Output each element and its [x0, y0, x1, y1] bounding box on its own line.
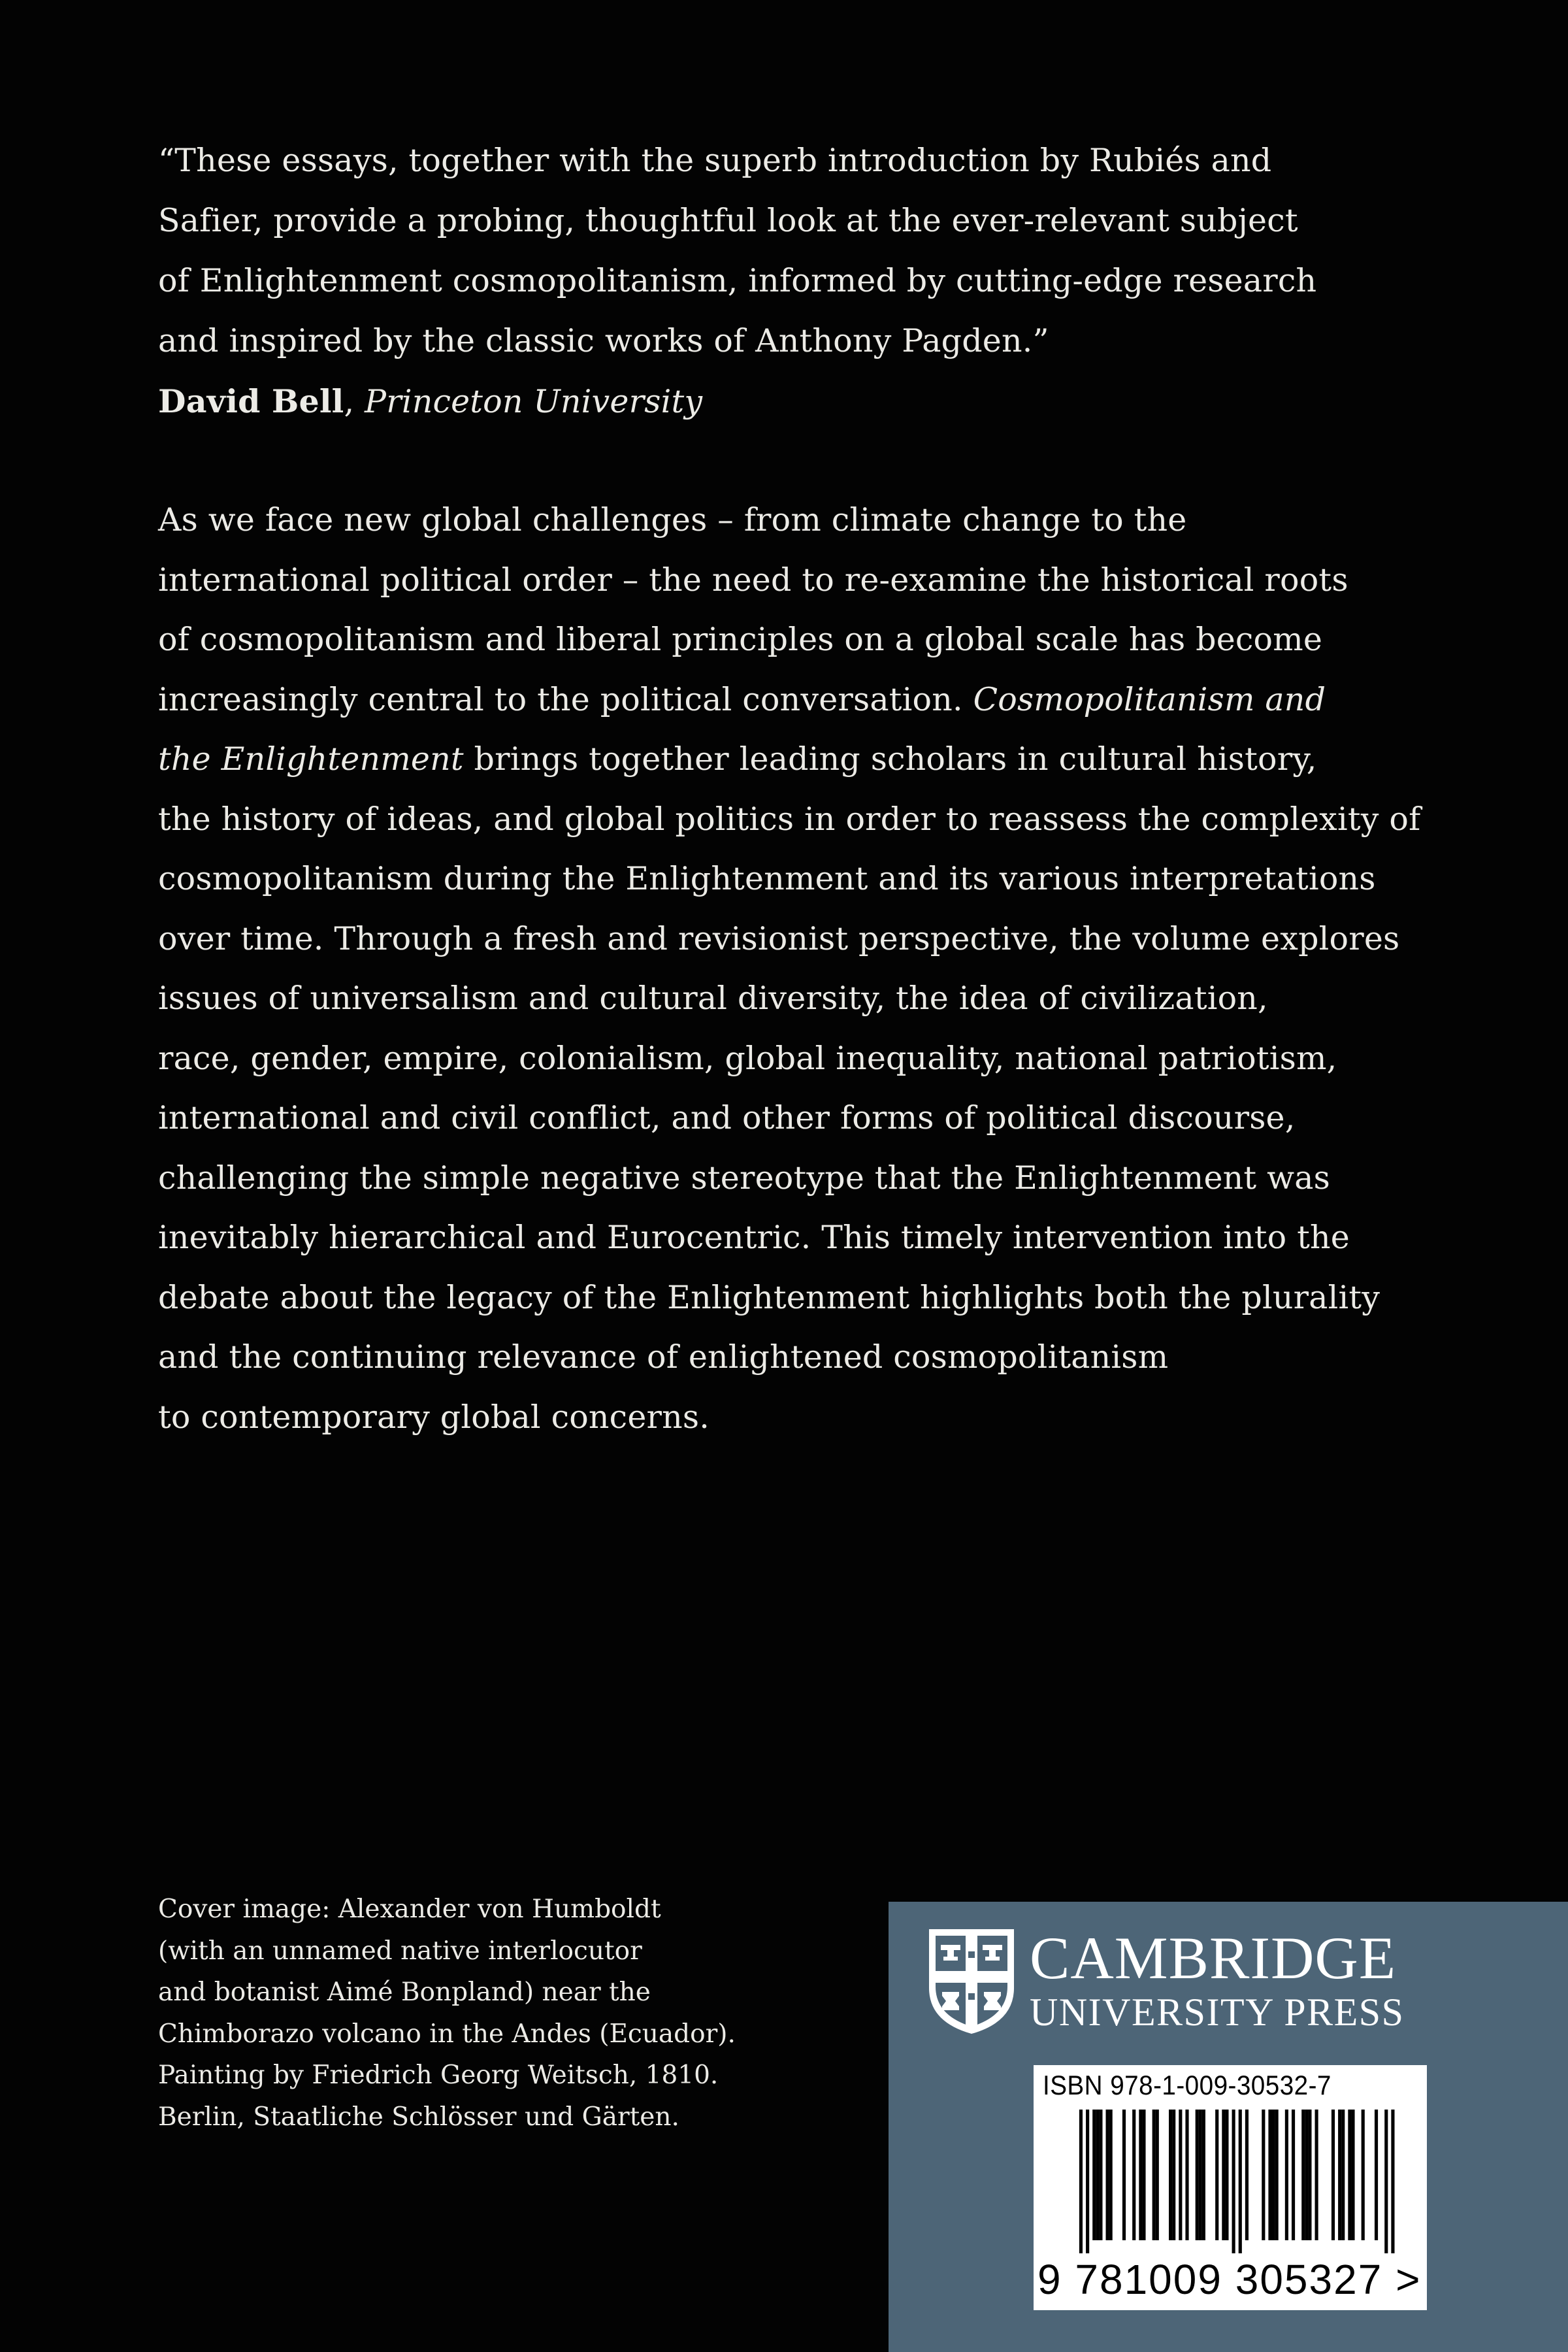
barcode-bar: [1331, 2110, 1335, 2240]
credit-line: Cover image: Alexander von Humboldt: [158, 1895, 661, 1924]
quote-line: Safier, provide a probing, thoughtful look at the ever-relevant subject: [158, 202, 1298, 239]
publisher-panel: [889, 1902, 1568, 2352]
barcode-bar: [1199, 2110, 1202, 2240]
credit-line: Chimborazo volcano in the Andes (Ecuador).: [158, 2019, 736, 2049]
barcode-bar: [1338, 2110, 1341, 2240]
quote-line: “These essays, together with the superb introduction by Rubiés and: [158, 142, 1272, 179]
credit-line: Berlin, Staatliche Schlösser und Gärten.: [158, 2102, 679, 2132]
barcode-bar: [1169, 2110, 1172, 2240]
barcode-bar: [1375, 2110, 1378, 2240]
attribution-separator: ,: [344, 383, 365, 420]
barcode-bar: [1132, 2110, 1135, 2240]
barcode-bar: [1348, 2110, 1351, 2240]
barcode-bar: [1301, 2110, 1305, 2240]
barcode-bar: [1202, 2110, 1205, 2240]
description-line: international and civil conflict, and other forms of political discourse,: [158, 1099, 1296, 1136]
barcode-bar: [1086, 2110, 1089, 2253]
credit-line: Painting by Friedrich Georg Weitsch, 1810.: [158, 2061, 719, 2090]
description-line: issues of universalism and cultural diversity, the idea of civilization,: [158, 980, 1268, 1017]
barcode-bar: [1341, 2110, 1345, 2240]
description-line: As we face new global challenges – from climate change to the: [158, 501, 1187, 538]
barcode-bar: [1196, 2110, 1199, 2240]
credit-line: (with an unnamed native interlocutor: [158, 1936, 642, 1966]
barcode-bar: [1222, 2110, 1225, 2240]
description-line: inevitably hierarchical and Eurocentric. This timely intervention into the: [158, 1219, 1350, 1256]
barcode-bar: [1391, 2110, 1394, 2253]
barcode-bar: [1122, 2110, 1126, 2240]
barcode-bars: [1043, 2110, 1418, 2253]
description-line: [158, 729, 1413, 789]
publisher-name: [1030, 1927, 1405, 2035]
barcode-bar: [1106, 2110, 1109, 2240]
description-line: cosmopolitanism during the Enlightenment and its various interpretations: [158, 860, 1376, 897]
quote-attribution: [158, 371, 1413, 432]
book-description: [158, 490, 1421, 1447]
barcode-bar: [1351, 2110, 1354, 2240]
credit-line: and botanist Aimé Bonpland) near the: [158, 1978, 651, 2007]
description-line: over time. Through a fresh and revisionist perspective, the volume explores: [158, 919, 1400, 957]
description-line: international political order – the need to re-examine the historical roots: [158, 561, 1348, 599]
description-line: challenging the simple negative stereotype that the Enlightenment was: [158, 1159, 1330, 1197]
barcode-bar: [1142, 2110, 1145, 2240]
description-text: brings together leading scholars in cultural history,: [463, 740, 1317, 778]
barcode-bar: [1239, 2110, 1242, 2253]
quote-line: and inspired by the classic works of Anthony Pagden.”: [158, 322, 1049, 359]
barcode-bar: [1215, 2110, 1218, 2240]
barcode-bar: [1262, 2110, 1265, 2240]
barcode-bar: [1096, 2110, 1099, 2240]
barcode-bar: [1384, 2110, 1388, 2253]
book-title-italic: Cosmopolitanism and: [973, 680, 1326, 718]
barcode-bar: [1099, 2110, 1102, 2240]
barcode-bar: [1308, 2110, 1311, 2240]
isbn-barcode: [1034, 2065, 1427, 2310]
cover-image-credit: [158, 1889, 844, 2138]
barcode-bar: [1225, 2110, 1228, 2240]
barcode-bar: [1315, 2110, 1318, 2240]
attribution-institution: Princeton University: [365, 383, 703, 420]
barcode-bar: [1275, 2110, 1279, 2240]
barcode-bar: [1109, 2110, 1113, 2240]
barcode-bar: [1139, 2110, 1142, 2240]
isbn-label: ISBN 978-1-009-30532-7: [1043, 2070, 1331, 2100]
barcode-bar: [1079, 2110, 1083, 2253]
barcode-bar: [1245, 2110, 1249, 2240]
barcode-bar: [1152, 2110, 1156, 2240]
publisher-name-line2: UNIVERSITY PRESS: [1030, 1991, 1405, 2034]
description-line: to contemporary global concerns.: [158, 1398, 710, 1436]
barcode-bar: [1268, 2110, 1271, 2240]
barcode-bar: [1156, 2110, 1159, 2240]
barcode-bar: [1285, 2110, 1288, 2240]
description-line: the history of ideas, and global politics in order to reassess the complexity of: [158, 800, 1421, 838]
ean-digits: 9 781009 305327 >: [1037, 2256, 1422, 2303]
description-line: debate about the legacy of the Enlightenment highlights both the plurality: [158, 1278, 1380, 1316]
barcode-bar: [1185, 2110, 1188, 2240]
quote-line: of Enlightenment cosmopolitanism, informed by cutting-edge research: [158, 262, 1317, 299]
barcode-bar: [1179, 2110, 1182, 2240]
publisher-name-line1: CAMBRIDGE: [1030, 1925, 1397, 1991]
endorsement-quote: [158, 131, 1413, 432]
barcode-bar: [1232, 2110, 1235, 2253]
description-line: of cosmopolitanism and liberal principles on a global scale has become: [158, 621, 1323, 658]
attribution-name: David Bell: [158, 382, 344, 420]
barcode-bar: [1292, 2110, 1295, 2240]
description-text: increasingly central to the political conversation.: [158, 680, 973, 718]
barcode-bar: [1271, 2110, 1275, 2240]
description-line: and the continuing relevance of enlightened cosmopolitanism: [158, 1338, 1169, 1376]
book-title-italic: the Enlightenment: [158, 740, 464, 778]
barcode-bar: [1172, 2110, 1175, 2240]
description-line: [158, 670, 1413, 730]
barcode-bar: [1362, 2110, 1365, 2240]
barcode-bar: [1092, 2110, 1096, 2240]
description-line: race, gender, empire, colonialism, global inequality, national patriotism,: [158, 1039, 1337, 1077]
barcode-bar: [1305, 2110, 1308, 2240]
university-crest-icon: [928, 1928, 1015, 2035]
